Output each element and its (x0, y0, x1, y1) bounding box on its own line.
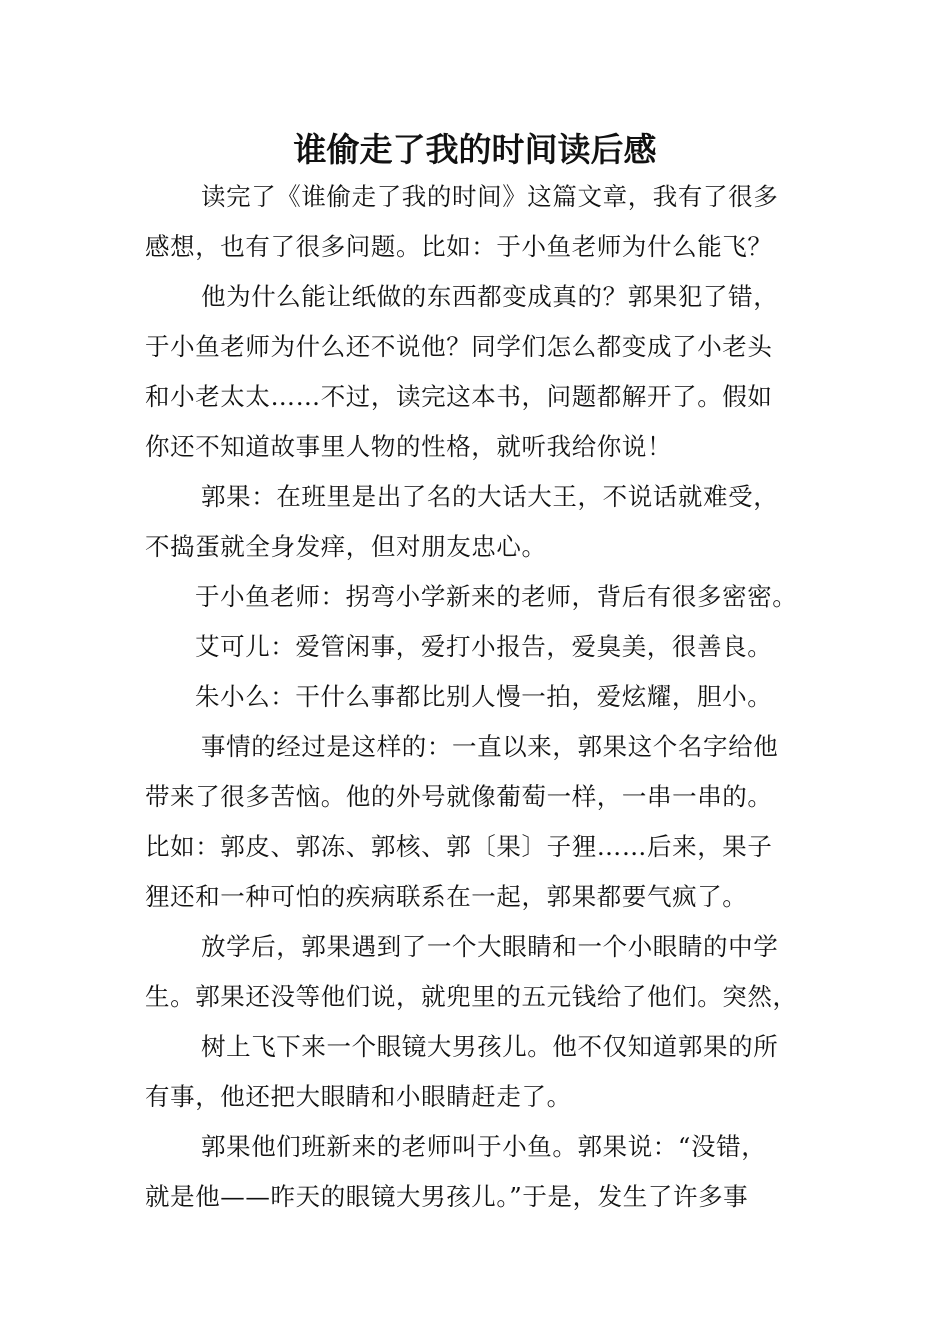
text-line: 带来了很多苦恼。他的外号就像葡萄一样，一串一串的。 (145, 782, 773, 811)
text-line: 读完了《谁偷走了我的时间》这篇文章，我有了很多 (201, 182, 779, 211)
text-line: 你还不知道故事里人物的性格，就听我给你说！ (145, 432, 673, 461)
text-line: 比如：郭皮、郭冻、郭核、郭〔果〕子狸……后来，果子 (145, 832, 773, 861)
text-line: 狸还和一种可怕的疾病联系在一起，郭果都要气疯了。 (145, 882, 748, 911)
text-line: 郭果他们班新来的老师叫于小鱼。郭果说：“没错， (201, 1132, 767, 1161)
text-line: 朱小么：干什么事都比别人慢一拍，爱炫耀，胆小。 (195, 682, 773, 711)
text-line: 和小老太太……不过，读完这本书，问题都解开了。假如 (145, 382, 773, 411)
text-line: 艾可儿：爱管闲事，爱打小报告，爱臭美，很善良。 (195, 632, 773, 661)
text-line: 于小鱼老师为什么还不说他？同学们怎么都变成了小老头 (145, 332, 773, 361)
text-line: 不捣蛋就全身发痒，但对朋友忠心。 (145, 532, 547, 561)
text-line: 他为什么能让纸做的东西都变成真的？郭果犯了错， (201, 282, 779, 311)
text-line: 生。郭果还没等他们说，就兜里的五元钱给了他们。突然， (145, 982, 798, 1011)
text-line: 感想，也有了很多问题。比如：于小鱼老师为什么能飞？ (145, 232, 773, 261)
document-body (145, 172, 807, 1222)
text-line: 放学后，郭果遇到了一个大眼睛和一个小眼睛的中学 (201, 932, 779, 961)
text-line: 于小鱼老师：拐弯小学新来的老师，背后有很多密密。 (195, 582, 798, 611)
text-line: 就是他——昨天的眼镜大男孩儿。”于是，发生了许多事 (145, 1182, 749, 1211)
text-line: 事情的经过是这样的：一直以来，郭果这个名字给他 (201, 732, 779, 761)
document-title: 谁偷走了我的时间读后感 (293, 130, 657, 169)
text-line: 有事，他还把大眼睛和小眼睛赶走了。 (145, 1082, 572, 1111)
text-line: 树上飞下来一个眼镜大男孩儿。他不仅知道郭果的所 (201, 1032, 779, 1061)
text-line: 郭果：在班里是出了名的大话大王，不说话就难受， (201, 482, 779, 511)
